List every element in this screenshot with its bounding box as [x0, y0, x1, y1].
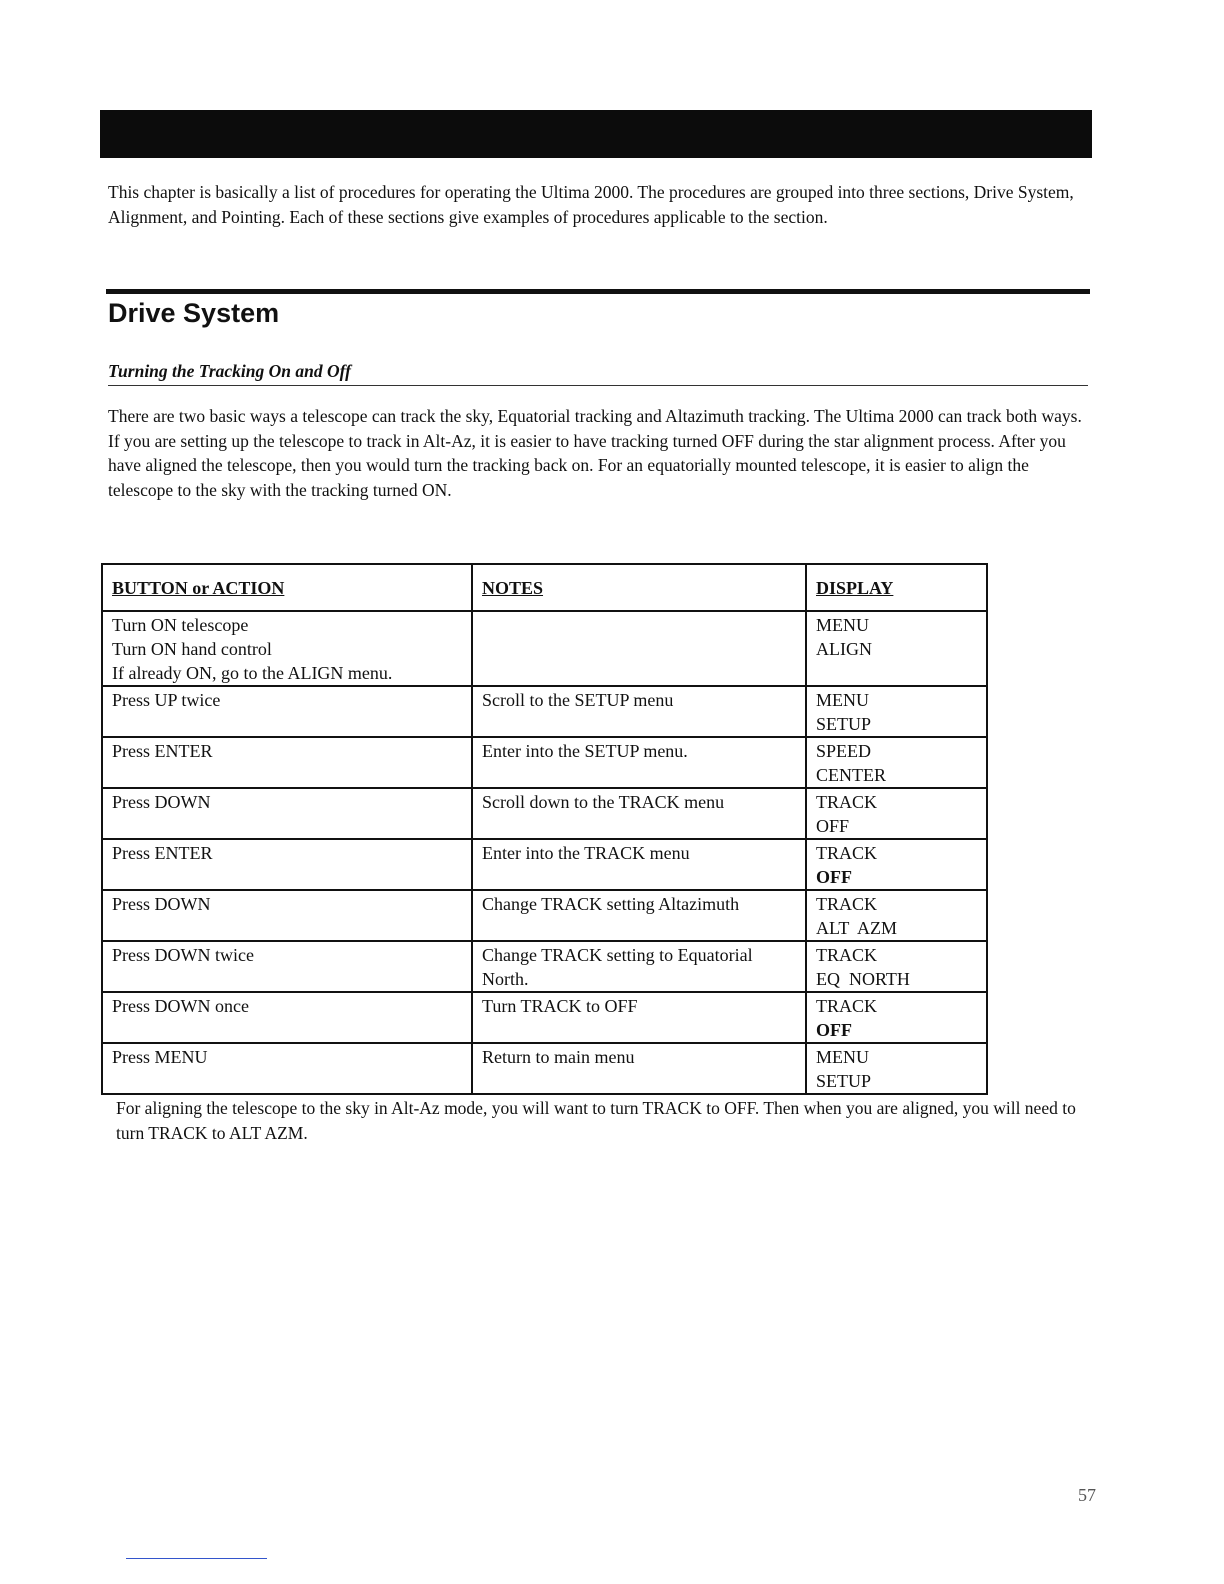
action-cell: Press DOWN twice — [102, 941, 472, 992]
notes-cell: Scroll down to the TRACK menu — [472, 788, 806, 839]
display-cell: MENU SETUP — [806, 1043, 987, 1094]
notes-cell: Return to main menu — [472, 1043, 806, 1094]
notes-cell: Enter into the SETUP menu. — [472, 737, 806, 788]
body-paragraph: There are two basic ways a telescope can track the sky, Equatorial tracking and Altazimuth tracking. The Ultima 2000 can track both ways. If you are setting up the telescope to track in Alt-Az, it is easier to have tracking turned OFF during the star alignment process. After you have aligned the telescope, then you would turn the tracking back on. For an equatorially mounted telescope, it is easier to align the telescope to the sky with the tracking turned ON. — [108, 406, 1082, 500]
action-cell: Press DOWN once — [102, 992, 472, 1043]
header-button-action: BUTTON or ACTION — [102, 564, 472, 611]
action-cell: Press MENU — [102, 1043, 472, 1094]
footer-rule — [126, 1558, 267, 1559]
action-cell: Press DOWN — [102, 890, 472, 941]
table-row — [102, 737, 987, 788]
table-row — [102, 941, 987, 992]
notes-cell — [472, 611, 806, 686]
notes-cell: Scroll to the SETUP menu — [472, 686, 806, 737]
display-cell: TRACK OFF — [806, 788, 987, 839]
header-display: DISPLAY — [806, 564, 987, 611]
action-cell: Press ENTER — [102, 839, 472, 890]
chapter-header-bar — [100, 110, 1092, 158]
display-cell: TRACK ALT AZM — [806, 890, 987, 941]
table-row — [102, 1043, 987, 1094]
procedure-table — [101, 563, 988, 1095]
section-title: Drive System — [108, 298, 280, 328]
display-cell: MENU ALIGN — [806, 611, 987, 686]
table-row — [102, 686, 987, 737]
table-row — [102, 611, 987, 686]
table-row — [102, 788, 987, 839]
notes-cell: Enter into the TRACK menu — [472, 839, 806, 890]
notes-cell: Change TRACK setting Altazimuth — [472, 890, 806, 941]
action-cell: Press DOWN — [102, 788, 472, 839]
display-cell: MENU SETUP — [806, 686, 987, 737]
table-row — [102, 839, 987, 890]
display-cell: SPEED CENTER — [806, 737, 987, 788]
action-cell: Turn ON telescope Turn ON hand control If already ON, go to the ALIGN menu. — [102, 611, 472, 686]
subsection-title: Turning the Tracking On and Off — [108, 360, 1088, 386]
closing-paragraph: For aligning the telescope to the sky in Alt-Az mode, you will want to turn TRACK to OFF. Then when you are aligned, you will need to turn TRACK to ALT AZM. — [116, 1098, 1076, 1143]
display-cell: TRACK OFF — [806, 839, 987, 890]
display-cell: TRACK EQ NORTH — [806, 941, 987, 992]
action-cell: Press ENTER — [102, 737, 472, 788]
action-cell: Press UP twice — [102, 686, 472, 737]
notes-cell: Change TRACK setting to Equatorial North. — [472, 941, 806, 992]
table-header-row — [102, 564, 987, 611]
notes-cell: Turn TRACK to OFF — [472, 992, 806, 1043]
intro-paragraph: This chapter is basically a list of procedures for operating the Ultima 2000. The procedures are grouped into three sections, Drive System, Alignment, and Pointing. Each of these sections give examples of procedures applicable to the section. — [108, 182, 1074, 227]
table-row — [102, 890, 987, 941]
display-cell: TRACK OFF — [806, 992, 987, 1043]
table-row — [102, 992, 987, 1043]
page-number: 57 — [1078, 1485, 1096, 1505]
header-notes: NOTES — [472, 564, 806, 611]
